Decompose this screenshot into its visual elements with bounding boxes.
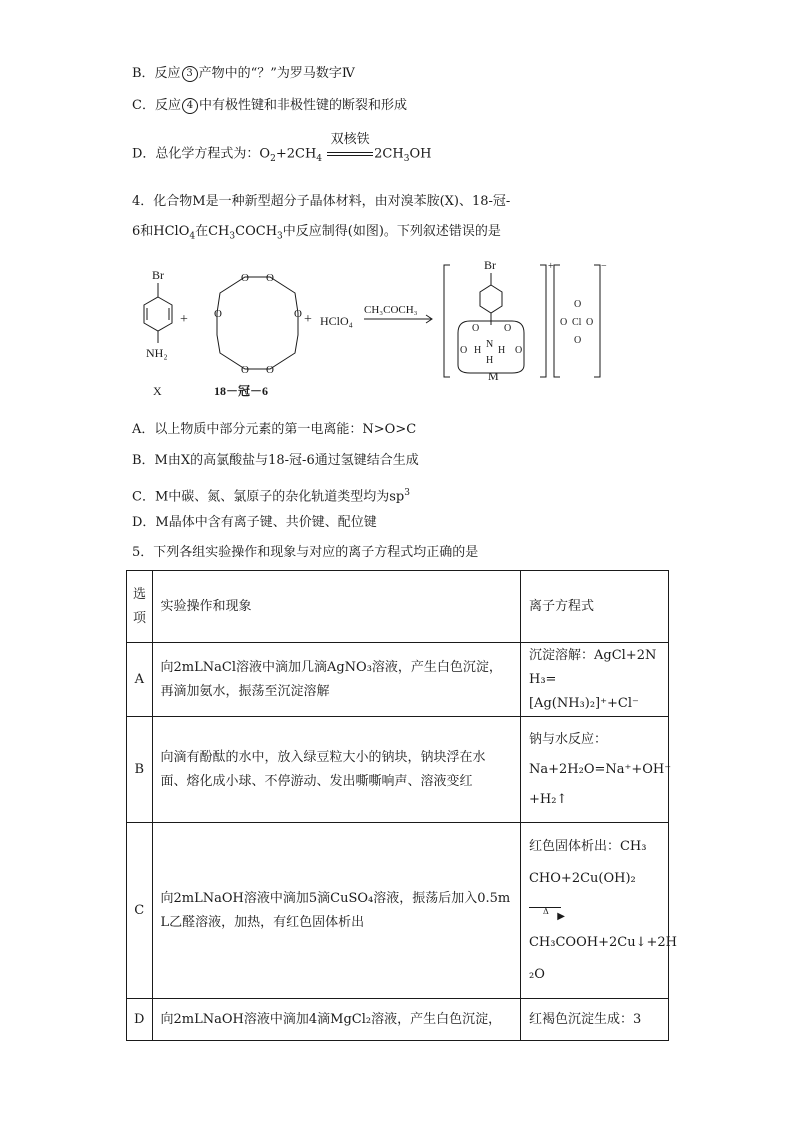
x-label: X [153, 384, 162, 398]
solvent-label: CH₃COCH₃ [364, 304, 418, 316]
table-row [127, 999, 669, 1041]
crown-ether-structure [217, 277, 298, 369]
q5-table [126, 570, 677, 1041]
q3-option-b: B．反应 3 产物中的“？”为罗马数字Ⅳ [132, 66, 355, 81]
svg-text:O: O [504, 323, 512, 334]
q4-option-a: A．以上物质中部分元素的第一电离能：N>O>C [132, 422, 417, 437]
table-row [127, 717, 669, 823]
svg-text:O: O [586, 317, 594, 328]
circled-number-3: 3 [182, 66, 198, 82]
m-label: M [488, 369, 499, 383]
cation-charge: + [548, 261, 554, 272]
row-equation: 沉淀溶解：AgCl+2N H₃=[Ag(NH₃)₂]⁺+Cl⁻ [520, 643, 668, 717]
row-equation: 红色固体析出：CH₃ CHO+2Cu(OH)₂ Δ ▶ CH₃COOH+2Cu↓+2H ₂O [520, 823, 668, 999]
row-operation: 向2mLNaCl溶液中滴加几滴AgNO₃溶液，产生白色沉淀， 再滴加氨水，振荡至沉淀溶解 [152, 643, 520, 717]
p-bromoaniline-structure [144, 268, 172, 398]
q3-option-c: C．反应 4 中有极性键和非极性键的断裂和形成 [132, 98, 407, 113]
crown-ether-oxygens [214, 272, 302, 376]
svg-text:O: O [574, 299, 582, 310]
row-operation: 向滴有酚酞的水中，放入绿豆粒大小的钠块，钠块浮在水 面、熔化成小球、不停游动、发出嘶嘶响声、溶液变红 [152, 717, 520, 823]
table-header-row [127, 571, 669, 643]
row-option: C [127, 823, 153, 999]
q4-option-b: B．M由X的高氯酸盐与18-冠-6通过氢键结合生成 [132, 453, 419, 468]
svg-text:O: O [266, 364, 274, 376]
q3-option-d: D．总化学方程式为：$O_2+2CH_4$ 双核铁 $2CH_3OH$ [132, 132, 432, 165]
q4-option-c: C．M中碳、氮、氯原子的杂化轨道类型均为$sp^3$ [132, 488, 410, 505]
row-operation: 向2mLNaOH溶液中滴加5滴CuSO₄溶液，振荡后加入0.5m L乙醛溶液，加热，有红色固体析出 [152, 823, 520, 999]
svg-text:O: O [241, 364, 249, 376]
crown-label: 18－冠－6 [214, 384, 269, 398]
table-row [127, 823, 669, 999]
svg-text:O: O [560, 317, 568, 328]
svg-text:O: O [241, 272, 249, 284]
row-option: A [127, 643, 153, 717]
row-equation: 红褐色沉淀生成：3 [520, 999, 668, 1041]
svg-text:N: N [486, 339, 494, 350]
table-row [127, 643, 669, 717]
header-option-text: 选 项 [133, 586, 147, 626]
row-operation: 向2mLNaOH溶液中滴加4滴MgCl₂溶液，产生白色沉淀， [152, 999, 520, 1041]
svg-text:O: O [294, 308, 302, 320]
row-equation: 钠与水反应： Na+2H₂O=Na⁺+OH⁻ +H₂↑ [520, 717, 668, 823]
q5-stem: 5．下列各组实验操作和现象与对应的离子方程式均正确的是 [132, 545, 479, 560]
svg-text:O: O [515, 345, 523, 356]
plus-sign-2: + [304, 312, 312, 327]
header-equation: 离子方程式 [520, 571, 668, 643]
row-option: B [127, 717, 153, 823]
reaction-diagram [120, 255, 620, 405]
q4-stem-line1: 4．化合物M是一种新型超分子晶体材料，由对溴苯胺(X)、18-冠- [132, 194, 511, 209]
hclo4-label: HClO₄ [320, 314, 353, 328]
br-label: Br [152, 268, 164, 282]
product-cation [444, 258, 554, 383]
circled-number-4: 4 [182, 98, 198, 114]
q4-stem-line2: 6和HClO$_4$在$CH_3COCH_3$中反应制得(如图)。下列叙述错误的是 [132, 224, 501, 242]
svg-text:O: O [460, 345, 468, 356]
heat-arrow: Δ ▶ [529, 898, 565, 914]
perchlorate-anion [554, 261, 607, 377]
header-operation: 实验操作和现象 [152, 571, 520, 643]
svg-text:O: O [214, 308, 222, 320]
row-option: D [127, 999, 153, 1041]
svg-text:H: H [474, 345, 482, 356]
plus-sign-1: + [180, 312, 188, 327]
svg-text:O: O [574, 335, 582, 346]
anion-charge: − [601, 261, 607, 272]
header-option [127, 571, 153, 643]
reaction-condition-arrow: 双核铁 [327, 144, 373, 164]
svg-text:H: H [498, 345, 506, 356]
svg-text:O: O [472, 323, 480, 334]
product-br-label: Br [484, 258, 496, 272]
svg-text:O: O [266, 272, 274, 284]
svg-text:H: H [486, 355, 494, 366]
svg-text:Cl: Cl [572, 317, 582, 328]
nh2-label: NH₂ [146, 346, 168, 360]
q4-option-d: D．M晶体中含有离子键、共价键、配位键 [132, 515, 377, 530]
